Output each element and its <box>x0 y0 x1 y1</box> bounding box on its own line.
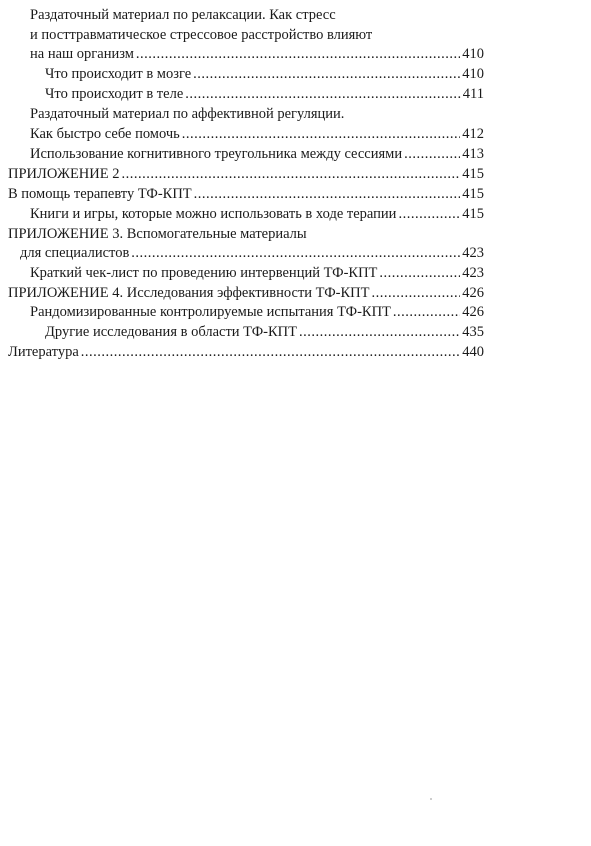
toc-leader-dots <box>81 343 460 361</box>
toc-entry <box>30 303 484 321</box>
toc-entry-title: ПРИЛОЖЕНИЕ 2 <box>8 166 120 182</box>
toc-entry <box>45 323 484 341</box>
toc-page-number: 426 <box>462 285 484 301</box>
toc-entry-title: для специалистов <box>20 245 130 261</box>
toc-entry-title: Другие исследования в области ТФ-КПТ <box>45 324 298 340</box>
toc-entry <box>8 185 484 203</box>
toc-entry <box>30 26 372 44</box>
toc-leader-dots <box>398 205 460 223</box>
toc-page-number: 423 <box>462 245 484 261</box>
toc-page-number: 411 <box>462 86 484 102</box>
toc-entry-title: Краткий чек-лист по проведению интервенций ТФ-КПТ <box>30 265 378 281</box>
toc-page-number: 410 <box>462 46 484 62</box>
toc-entry <box>8 225 307 243</box>
toc-entry <box>30 205 484 223</box>
toc-leader-dots <box>393 303 460 321</box>
toc-entry <box>8 343 484 361</box>
toc-entry-title: Что происходит в мозге <box>45 66 192 82</box>
toc-leader-dots <box>193 65 460 83</box>
toc-entry-title: Книги и игры, которые можно использовать в ходе терапии <box>30 206 397 222</box>
toc-page-number: 410 <box>462 66 484 82</box>
toc-entry-title: В помощь терапевту ТФ-КПТ <box>8 186 192 202</box>
toc-entry <box>20 244 484 262</box>
toc-entry-title: ПРИЛОЖЕНИЕ 3. Вспомогательные материалы <box>8 226 307 242</box>
scan-speck <box>430 798 432 800</box>
toc-leader-dots <box>194 185 461 203</box>
toc-page-number: 440 <box>462 344 484 360</box>
toc-entry <box>30 45 484 63</box>
toc-entry-title: Использование когнитивного треугольника между сессиями <box>30 146 403 162</box>
toc-entry-title: на наш организм <box>30 46 134 62</box>
toc-leader-dots <box>372 284 461 302</box>
toc-leader-dots <box>131 244 460 262</box>
toc-entry-title: ПРИЛОЖЕНИЕ 4. Исследования эффективности ТФ-КПТ <box>8 285 370 301</box>
toc-leader-dots <box>121 165 460 183</box>
toc-entry-title: Раздаточный материал по релаксации. Как стресс <box>30 7 336 23</box>
toc-entry <box>8 165 484 183</box>
toc-page-number: 415 <box>462 186 484 202</box>
toc-page-number: 412 <box>462 126 484 142</box>
toc-entry <box>30 6 336 24</box>
toc-entry <box>45 65 484 83</box>
toc-entry <box>8 284 484 302</box>
toc-page-number: 413 <box>462 146 484 162</box>
toc-leader-dots <box>185 85 461 103</box>
toc-leader-dots <box>136 45 460 63</box>
toc-page-number: 423 <box>462 265 484 281</box>
toc-leader-dots <box>182 125 460 143</box>
toc-leader-dots <box>404 145 460 163</box>
toc-entry <box>30 105 344 123</box>
toc-entry-title: Литература <box>8 344 79 360</box>
toc-entry-title: и посттравматическое стрессовое расстройство влияют <box>30 27 373 43</box>
toc-page-number: 426 <box>462 304 484 320</box>
toc-entry-title: Раздаточный материал по аффективной регуляции. <box>30 106 345 122</box>
toc-entry-title: Как быстро себе помочь <box>30 126 180 142</box>
toc-entry <box>30 145 484 163</box>
toc-entry-title: Рандомизированные контролируемые испытания ТФ-КПТ <box>30 304 391 320</box>
toc-entry-title: Что происходит в теле <box>45 86 184 102</box>
toc-page-number: 435 <box>462 324 484 340</box>
toc-entry <box>30 125 484 143</box>
toc-leader-dots <box>379 264 460 282</box>
toc-entry <box>30 264 484 282</box>
toc-page-number: 415 <box>462 166 484 182</box>
toc-leader-dots <box>299 323 460 341</box>
toc-entry <box>45 85 484 103</box>
toc-page-number: 415 <box>462 206 484 222</box>
